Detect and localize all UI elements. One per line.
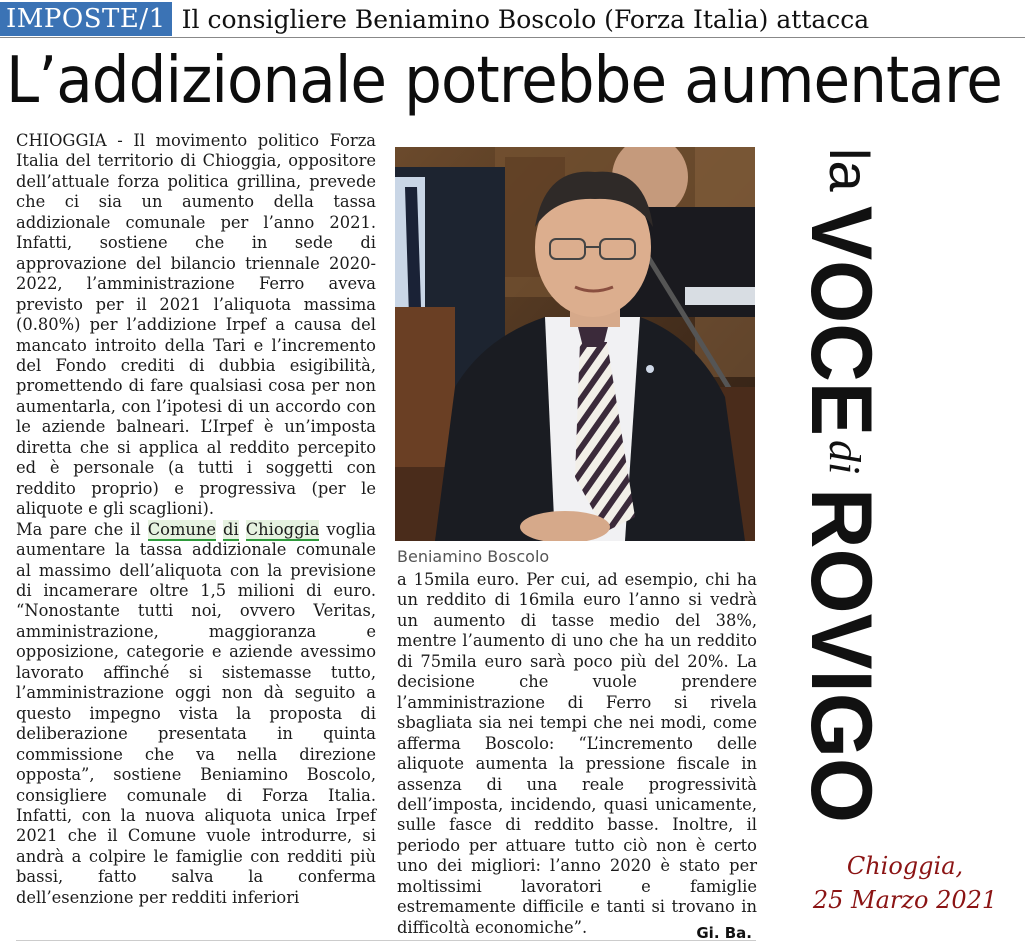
masthead-la: la xyxy=(818,148,881,192)
article-column-right xyxy=(397,570,757,938)
article-paragraph-2 xyxy=(16,520,376,909)
text-run xyxy=(216,520,223,539)
article-paragraph-1: CHIOGGIA - Il movimento politico Forza Italia del territorio di Chioggia, oppositore dell’attuale forza politica grillina, prevede che ci sia un aumento della tassa addizionale comunale per l’anno 2021. Infatti, sostiene che in sede di approvazione del bilancio triennale 2020-2022, l’amministrazione Ferro aveva previsto per il 2021 l’aliquota massima (0.80%) per l’addizione Irpef a causa del mancato introito della Tari e l’incremento del Fondo crediti di dubbia esigibilità, promettendo di fare qualsiasi cosa per non aumentarla, con l’ipotesi di un accordo con le aziende balneari. L’Irpef è un’imposta diretta che si applica al reddito percepito ed è personale (a tutti i soggetti con reddito proprio) e progressiva (per le aliquote e gli scaglioni). xyxy=(16,131,376,519)
masthead-rovigo: ROVIGO xyxy=(800,488,889,828)
newspaper-masthead xyxy=(800,148,910,828)
header-rule xyxy=(0,37,1025,38)
article-paragraph-3: a 15mila euro. Per cui, ad esempio, chi ha un reddito di 16mila euro l’anno si vedrà un aumento di tasse medio del 38%, mentre l’aumento di uno che ha un reddito di 75mila euro sarà poco più del 20%. La decisione che vuole prendere l’amministrazione di Ferro si rivela sbagliata sia nei tempi che nei modi, come afferma Boscolo: “L’incremento delle aliquote aumenta la pressione fiscale in assenza di una reale progressività dell’imposta, incidendo, quasi unicamente, sulle fasce di reddito basse. Inoltre, il periodo per attuare tutto ciò non è certo uno dei migliori: l’anno 2020 è stato per moltissimi lavoratori e famiglie estremamente difficile e tanti si trovano in difficoltà economiche”. xyxy=(397,570,757,937)
headline: L’addizionale potrebbe aumentare xyxy=(6,44,1002,118)
kicker-subtitle: Il consigliere Beniamino Boscolo (Forza Italia) attacca xyxy=(181,4,870,34)
text-run: Ma pare che il xyxy=(16,519,148,539)
photo-caption: Beniamino Boscolo xyxy=(397,547,550,566)
article-column-left xyxy=(16,131,376,908)
section-label: IMPOSTE/1 xyxy=(0,2,172,36)
bottom-rule xyxy=(16,940,756,941)
text-run xyxy=(239,520,246,539)
highlighted-link-di[interactable]: di xyxy=(223,519,239,539)
text-run: voglia aumentare la tassa addizionale comunale al massimo dell’aliquota con la previsione di incamerare oltre 1,5 milioni di euro. “Nonostante tutti noi, ovvero Veritas, amministrazione, maggioranza e opposizione, categorie e aziende avessimo lavorato affinché si sistemasse tutto, l’amministrazione oggi non dà seguito a questo impegno vista la proposta di deliberazione presentata in quinta commissione che va nella direzione opposta”, sostiene Beniamino Boscolo, consigliere comunale di Forza Italia. Infatti, con la nuova aliquota unica Irpef 2021 che il Comune vuole introdurre, si andrà a colpire le famiglie con redditi più bassi, fatto salva la conferma dell’esenzione per redditi inferiori xyxy=(16,519,376,907)
date-annotation xyxy=(790,849,1020,917)
highlighted-link-comune[interactable]: Comune xyxy=(147,519,216,539)
masthead-voce: VOCE xyxy=(800,206,889,450)
masthead-di: di xyxy=(820,440,869,475)
section-kicker xyxy=(0,2,869,36)
date-annotation-date: 25 Marzo 2021 xyxy=(812,886,998,914)
highlighted-link-chioggia[interactable]: Chioggia xyxy=(245,519,320,539)
date-annotation-place: Chioggia, xyxy=(846,852,964,880)
author-signature: Gi. Ba. xyxy=(696,924,752,942)
portrait-photo xyxy=(395,147,755,541)
